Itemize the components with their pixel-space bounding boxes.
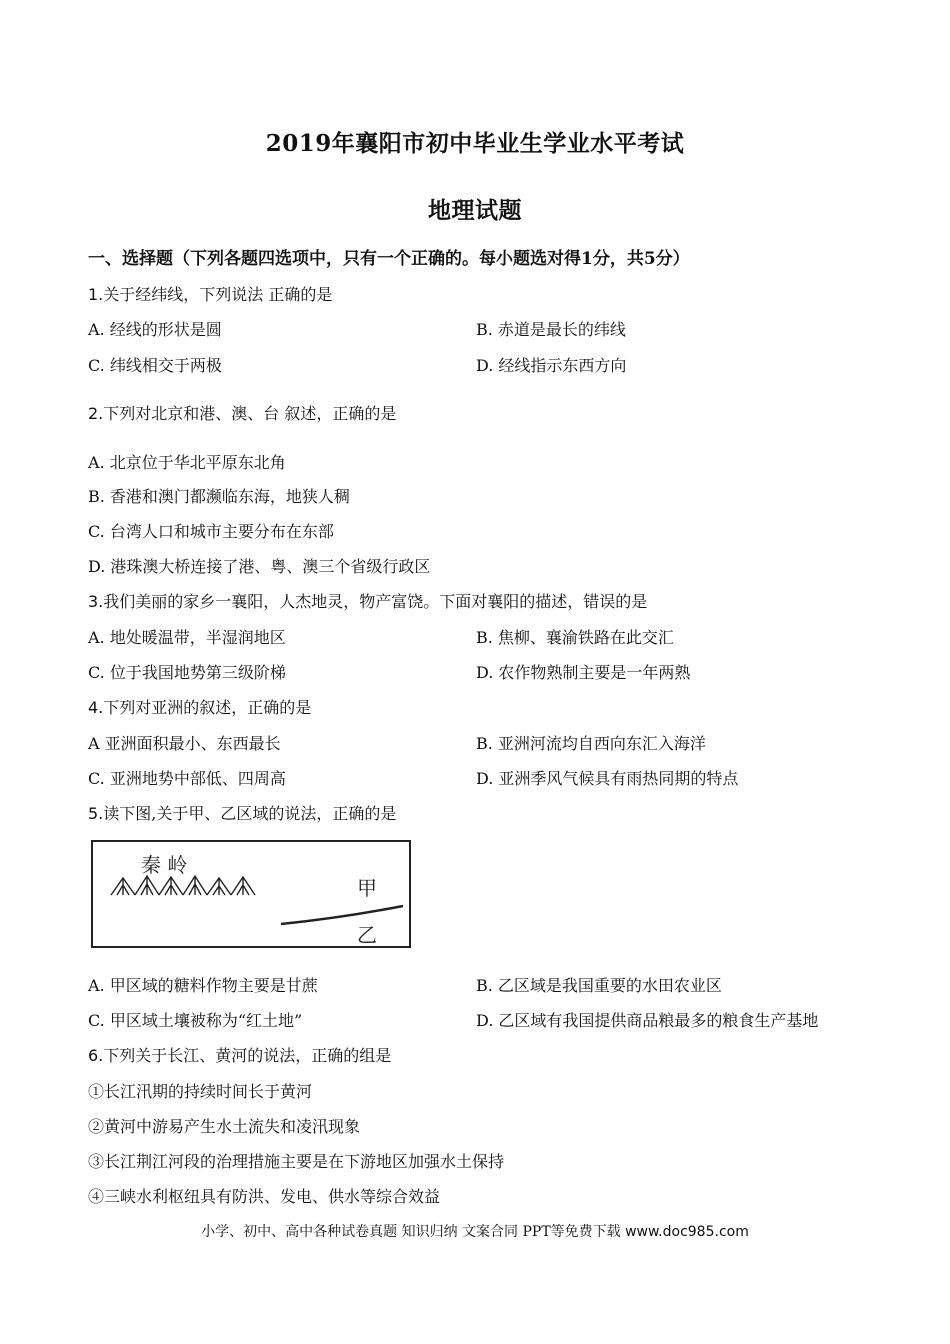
question-text: 下列对亚洲的叙述，正确的是 xyxy=(103,698,312,717)
question-text: 下列关于长江、黄河的说法，正确的组是 xyxy=(103,1046,392,1065)
figure-label-south: 乙 xyxy=(357,923,377,947)
question-number: 1. xyxy=(88,285,104,304)
qinling-map-figure xyxy=(91,840,411,948)
question-text: 读下图,关于甲、乙区域的说法，正确的是 xyxy=(103,804,397,823)
exam-title: 2019年襄阳市初中毕业生学业水平考试 xyxy=(265,130,685,157)
q1-option-d: D. 经线指示东西方向 xyxy=(476,356,627,375)
question-number: 2. xyxy=(88,404,104,423)
question-text: 我们美丽的家乡一襄阳，人杰地灵，物产富饶。下面对襄阳的描述，错误的是 xyxy=(103,592,648,611)
question-1 xyxy=(88,285,332,305)
q4-option-b: B. 亚洲河流均自西向东汇入海洋 xyxy=(476,734,706,753)
question-6 xyxy=(88,1046,391,1066)
footer-text: 小学、初中、高中各种试卷真题 知识归纳 文案合同 PPT等免费下载 xyxy=(201,1224,626,1240)
q5-option-a: A. 甲区域的糖料作物主要是甘蔗 xyxy=(88,976,318,995)
question-number: 5. xyxy=(88,804,104,823)
q2-option-b: B. 香港和澳门都濒临东海，地狭人稠 xyxy=(88,487,350,506)
question-4 xyxy=(88,698,311,718)
exam-subtitle: 地理试题 xyxy=(428,197,522,224)
figure-label-mountain: 秦 岭 xyxy=(141,853,188,877)
q3-option-b: B. 焦柳、襄渝铁路在此交汇 xyxy=(476,628,674,647)
q1-option-a: A. 经线的形状是圆 xyxy=(88,320,222,339)
question-number: 3. xyxy=(88,592,104,611)
q3-option-d: D. 农作物熟制主要是一年两熟 xyxy=(476,663,691,682)
question-number: 4. xyxy=(88,698,104,717)
q4-option-c: C. 亚洲地势中部低、四周高 xyxy=(88,769,286,788)
question-text: 下列对北京和港、澳、台 叙述，正确的是 xyxy=(103,404,397,423)
q6-statement-4: ④三峡水利枢纽具有防洪、发电、供水等综合效益 xyxy=(88,1187,441,1206)
q4-option-d: D. 亚洲季风气候具有雨热同期的特点 xyxy=(476,769,739,788)
q2-option-d: D. 港珠澳大桥连接了港、粤、澳三个省级行政区 xyxy=(88,557,431,576)
q3-option-c: C. 位于我国地势第三级阶梯 xyxy=(88,663,286,682)
question-5 xyxy=(88,804,396,824)
q6-statement-2: ②黄河中游易产生水土流失和凌汛现象 xyxy=(88,1117,361,1136)
question-2 xyxy=(88,404,396,424)
section-heading: 一、选择题（下列各题四选项中，只有一个正确的。每小题选对得1分，共5分） xyxy=(88,249,690,269)
page-footer xyxy=(0,1221,950,1241)
q5-option-b: B. 乙区域是我国重要的水田农业区 xyxy=(476,976,722,995)
question-number: 6. xyxy=(88,1046,104,1065)
q5-option-c: C. 甲区域土壤被称为“红土地” xyxy=(88,1011,303,1030)
q5-option-d: D. 乙区域有我国提供商品粮最多的粮食生产基地 xyxy=(476,1011,819,1030)
q1-option-b: B. 赤道是最长的纬线 xyxy=(476,320,626,339)
question-text: 关于经纬线，下列说法 正确的是 xyxy=(103,285,333,304)
q6-statement-1: ①长江汛期的持续时间长于黄河 xyxy=(88,1082,313,1101)
question-3 xyxy=(88,592,647,612)
footer-link[interactable]: www.doc985.com xyxy=(625,1224,749,1240)
q2-option-c: C. 台湾人口和城市主要分布在东部 xyxy=(88,522,334,541)
figure-label-north: 甲 xyxy=(357,876,377,900)
q4-option-a: A 亚洲面积最小、东西最长 xyxy=(88,734,281,753)
q2-option-a: A. 北京位于华北平原东北角 xyxy=(88,453,286,472)
q6-statement-3: ③长江荆江河段的治理措施主要是在下游地区加强水土保持 xyxy=(88,1152,505,1171)
q3-option-a: A. 地处暖温带，半湿润地区 xyxy=(88,628,286,647)
q1-option-c: C. 纬线相交于两极 xyxy=(88,356,222,375)
